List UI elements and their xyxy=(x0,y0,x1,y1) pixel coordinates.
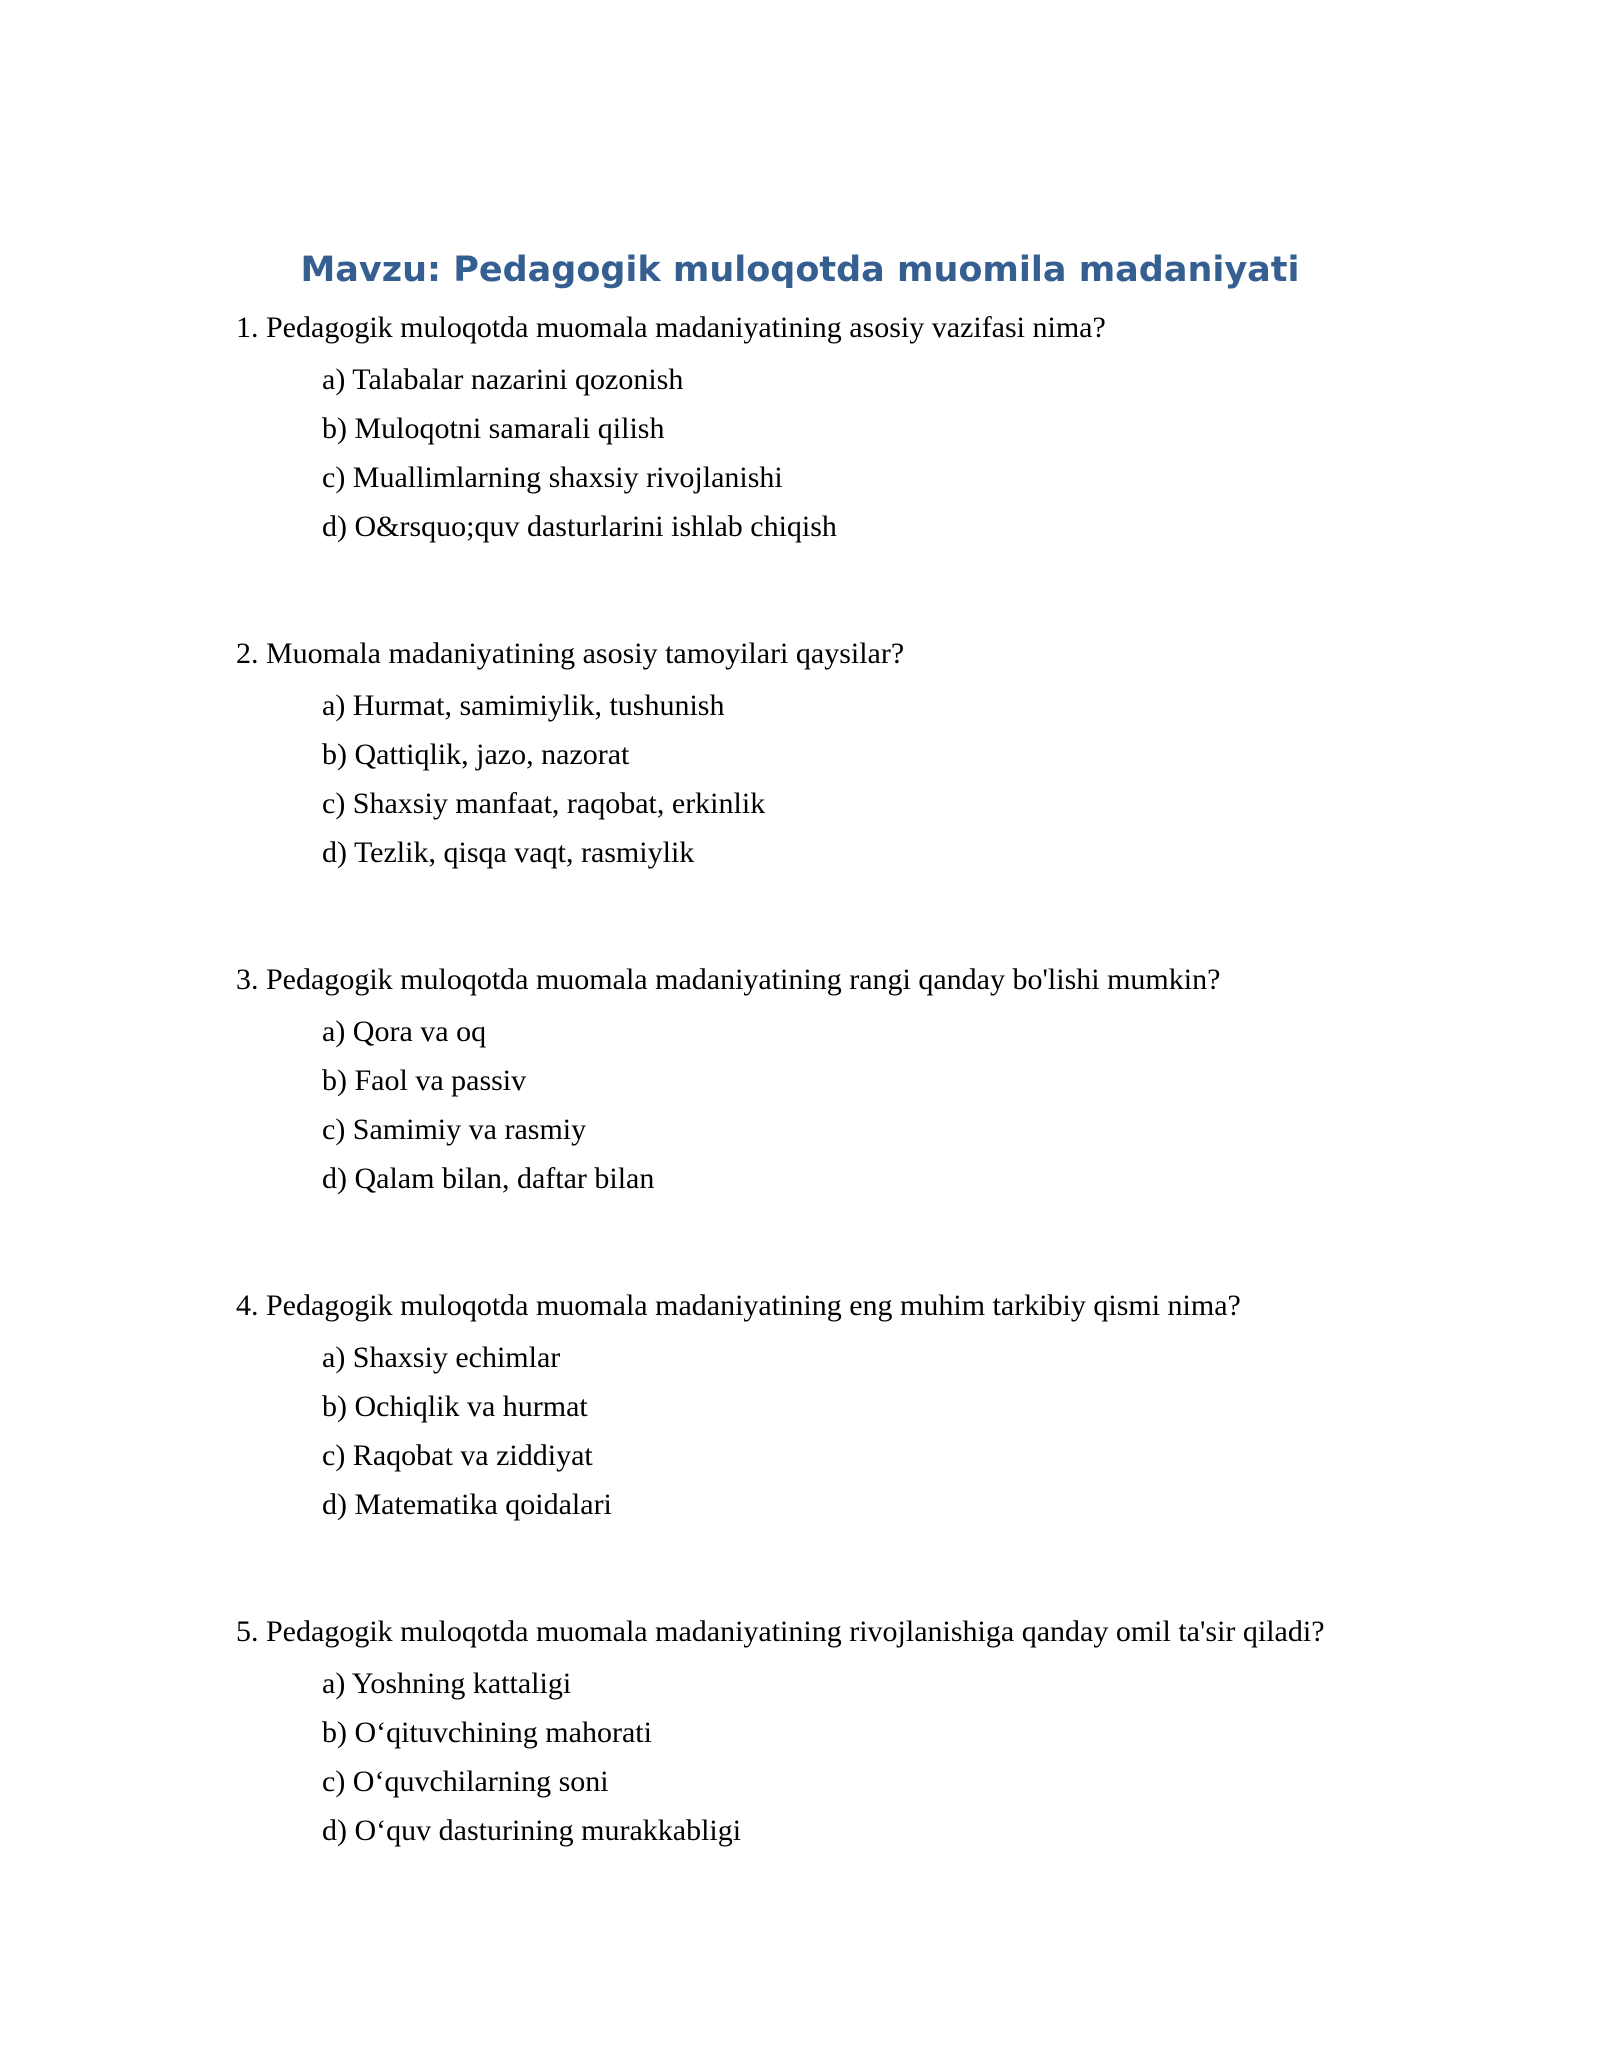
document-title: Mavzu: Pedagogik muloqotda muomila madaniyati xyxy=(300,250,1300,290)
answer-options xyxy=(236,1012,1336,1208)
option-a: a) Qora va oq xyxy=(322,1015,487,1048)
answer-options xyxy=(236,360,1336,556)
option-b: b) Ochiqlik va hurmat xyxy=(322,1390,588,1423)
question-4 xyxy=(236,1286,1336,1534)
option-c: c) Raqobat va ziddiyat xyxy=(322,1439,593,1472)
option-d: d) Matematika qoidalari xyxy=(322,1488,612,1521)
option-a: a) Talabalar nazarini qozonish xyxy=(322,363,684,396)
option-c: c) O‘quvchilarning soni xyxy=(322,1765,609,1798)
option-b: b) O‘qituvchining mahorati xyxy=(322,1716,652,1749)
option-c: c) Muallimlarning shaxsiy rivojlanishi xyxy=(322,461,783,494)
answer-options xyxy=(236,1664,1336,1860)
option-d: d) O‘quv dasturining murakkabligi xyxy=(322,1814,742,1847)
question-text: 1. Pedagogik muloqotda muomala madaniyatining asosiy vazifasi nima? xyxy=(236,311,1106,344)
question-text: 3. Pedagogik muloqotda muomala madaniyatining rangi qanday bo'lishi mumkin? xyxy=(236,963,1221,996)
option-c: c) Shaxsiy manfaat, raqobat, erkinlik xyxy=(322,787,766,820)
question-text: 4. Pedagogik muloqotda muomala madaniyatining eng muhim tarkibiy qismi nima? xyxy=(236,1289,1241,1322)
option-b: b) Qattiqlik, jazo, nazorat xyxy=(322,738,630,771)
question-5 xyxy=(236,1612,1336,1860)
option-d: d) Qalam bilan, daftar bilan xyxy=(322,1162,655,1195)
question-1 xyxy=(236,308,1336,556)
question-text: 5. Pedagogik muloqotda muomala madaniyatining rivojlanishiga qanday omil ta'sir qiladi? xyxy=(236,1615,1325,1648)
option-c: c) Samimiy va rasmiy xyxy=(322,1113,587,1146)
option-b: b) Faol va passiv xyxy=(322,1064,527,1097)
question-list xyxy=(236,308,1336,1938)
option-d: d) Tezlik, qisqa vaqt, rasmiylik xyxy=(322,836,695,869)
option-d: d) O&rsquo;quv dasturlarini ishlab chiqish xyxy=(322,510,837,543)
question-2 xyxy=(236,634,1336,882)
answer-options xyxy=(236,686,1336,882)
answer-options xyxy=(236,1338,1336,1534)
option-a: a) Yoshning kattaligi xyxy=(322,1667,572,1700)
option-a: a) Shaxsiy echimlar xyxy=(322,1341,561,1374)
question-3 xyxy=(236,960,1336,1208)
option-a: a) Hurmat, samimiylik, tushunish xyxy=(322,689,725,722)
option-b: b) Muloqotni samarali qilish xyxy=(322,412,665,445)
question-text: 2. Muomala madaniyatining asosiy tamoyilari qaysilar? xyxy=(236,637,905,670)
